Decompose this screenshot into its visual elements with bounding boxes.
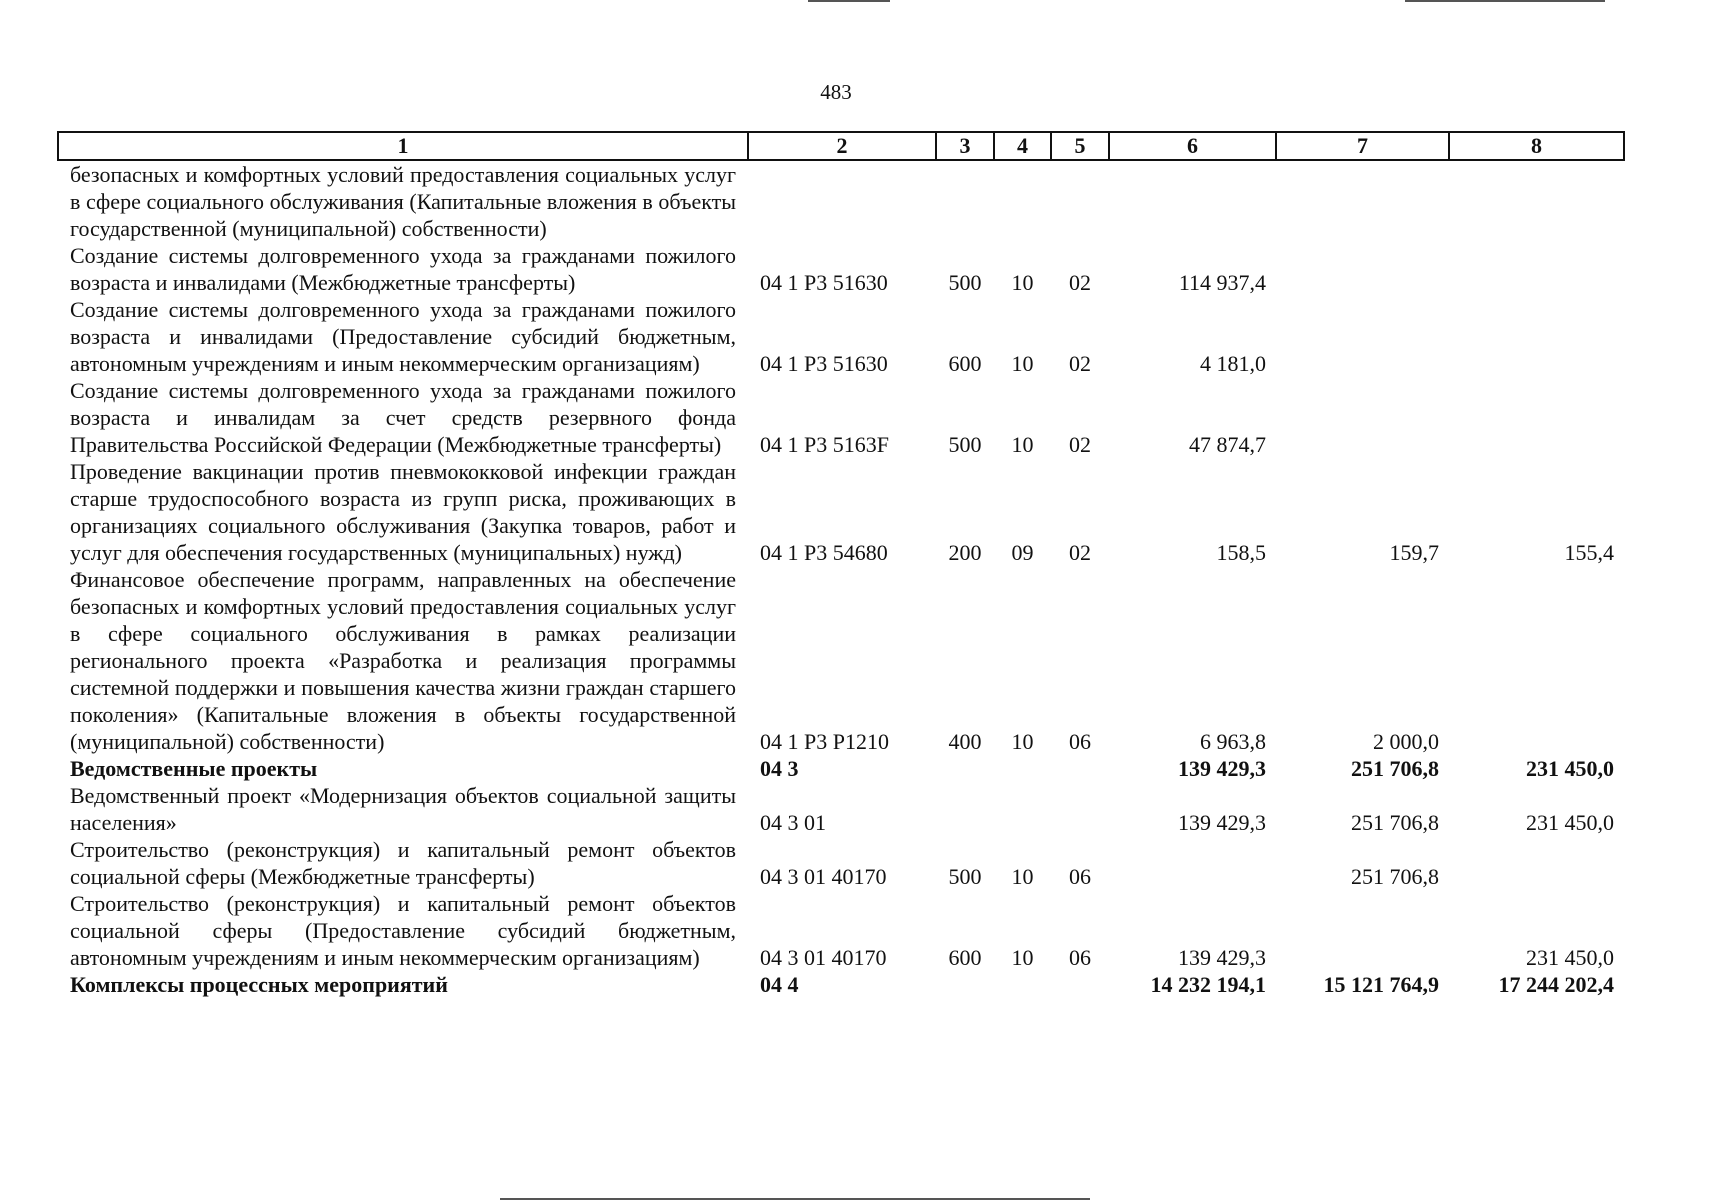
- row-description: Ведомственный проект «Модернизация объектов социальной защиты населения»: [70, 783, 736, 835]
- table-row: [58, 242, 1624, 296]
- row-amount-7: 159,7: [1389, 540, 1439, 565]
- budget-table: [57, 131, 1625, 998]
- scan-artifact-top-left: [808, 0, 890, 2]
- row-target-code: 04 3 01: [760, 810, 826, 835]
- row-amount-7: 251 706,8: [1351, 864, 1439, 889]
- header-col-2: 2: [748, 132, 936, 160]
- row-target-code: 04 1 Р3 Р1210: [760, 729, 889, 754]
- row-amount-7: 251 706,8: [1351, 756, 1439, 781]
- row-subsection: 02: [1069, 540, 1091, 565]
- table-row: [58, 296, 1624, 377]
- row-amount-6: 114 937,4: [1178, 270, 1266, 295]
- row-expense-type: 400: [948, 729, 982, 754]
- row-subsection: 02: [1069, 432, 1091, 457]
- row-description: Финансовое обеспечение программ, направленных на обеспечение безопасных и комфортных условий предоставления социальных услуг в сфере социального обслуживания в рамках реализации регионального проекта «Разработка и реализация программы системной поддержки и повышения качества жизни граждан старшего поколения» (Капитальные вложения в объекты государственной (муниципальной) собственности): [70, 567, 736, 754]
- row-amount-7: [1276, 242, 1449, 296]
- row-section: 10: [1011, 270, 1034, 295]
- row-description: Ведомственные проекты: [70, 756, 318, 781]
- row-amount-7: [1276, 296, 1449, 377]
- row-section: [994, 971, 1051, 998]
- row-amount-6: 139 429,3: [1178, 945, 1266, 970]
- row-amount-7: 251 706,8: [1351, 810, 1439, 835]
- row-section: 10: [1011, 351, 1034, 376]
- row-subsection: [1051, 755, 1109, 782]
- row-expense-type: [936, 755, 994, 782]
- row-target-code: [748, 160, 936, 242]
- row-amount-6: [1109, 160, 1276, 242]
- table-row: [58, 782, 1624, 836]
- row-section: [994, 782, 1051, 836]
- row-expense-type: [936, 782, 994, 836]
- row-description: Строительство (реконструкция) и капитальный ремонт объектов социальной сферы (Предоставление субсидий бюджетным, автономным учреждениям и иным некоммерческим организациям): [70, 891, 736, 970]
- row-subsection: 02: [1069, 351, 1091, 376]
- row-expense-type: [936, 160, 994, 242]
- row-amount-8: 231 450,0: [1526, 810, 1614, 835]
- row-expense-type: [936, 971, 994, 998]
- row-description: Комплексы процессных мероприятий: [70, 972, 448, 997]
- page-number: 483: [820, 80, 852, 104]
- row-subsection: [1051, 782, 1109, 836]
- row-description: Проведение вакцинации против пневмококковой инфекции граждан старше трудоспособного возраста из групп риска, проживающих в организациях социального обслуживания (Закупка товаров, работ и услуг для обеспечения государственных (муниципальных) нужд): [70, 459, 736, 565]
- row-section: 09: [1011, 540, 1034, 565]
- table-row: [58, 458, 1624, 566]
- row-subsection: 02: [1069, 270, 1091, 295]
- scan-artifact-top-right: [1405, 0, 1605, 2]
- column-number-header: [58, 132, 1624, 160]
- row-amount-6: [1109, 836, 1276, 890]
- row-amount-7: [1276, 377, 1449, 458]
- row-amount-8: 231 450,0: [1526, 756, 1614, 781]
- table-row: [58, 160, 1624, 242]
- table-row: [58, 377, 1624, 458]
- table-row-subtotal: [58, 971, 1624, 998]
- row-target-code: 04 1 Р3 54680: [760, 540, 888, 565]
- row-amount-7: 2 000,0: [1373, 729, 1439, 754]
- table-row: [58, 890, 1624, 971]
- header-col-6: 6: [1109, 132, 1276, 160]
- row-section: 10: [1011, 432, 1034, 457]
- row-description: Создание системы долговременного ухода за гражданами пожилого возраста и инвалидам за счет средств резервного фонда Правительства Российской Федерации (Межбюджетные трансферты): [70, 378, 736, 457]
- row-subsection: 06: [1069, 945, 1091, 970]
- row-target-code: 04 1 Р3 51630: [760, 270, 888, 295]
- row-target-code: 04 3 01 40170: [760, 864, 887, 889]
- header-col-4: 4: [994, 132, 1051, 160]
- header-col-1: 1: [58, 132, 748, 160]
- row-amount-7: [1276, 890, 1449, 971]
- row-subsection: [1051, 160, 1109, 242]
- row-amount-6: 158,5: [1216, 540, 1266, 565]
- row-target-code: 04 3 01 40170: [760, 945, 887, 970]
- row-section: [994, 160, 1051, 242]
- row-target-code: 04 3: [760, 756, 799, 781]
- row-amount-6: 139 429,3: [1178, 810, 1266, 835]
- row-amount-8: [1449, 296, 1624, 377]
- table-row-subtotal: [58, 755, 1624, 782]
- row-description: Создание системы долговременного ухода за гражданами пожилого возраста и инвалидами (Предоставление субсидий бюджетным, автономным учреждениям и иным некоммерческим организациям): [70, 297, 736, 376]
- row-amount-6: 4 181,0: [1200, 351, 1266, 376]
- row-target-code: 04 1 Р3 51630: [760, 351, 888, 376]
- row-expense-type: 500: [948, 432, 982, 457]
- row-amount-7: 15 121 764,9: [1323, 972, 1439, 997]
- row-description: Создание системы долговременного ухода за гражданами пожилого возраста и инвалидами (Межбюджетные трансферты): [70, 243, 736, 295]
- row-section: [994, 755, 1051, 782]
- row-description: Строительство (реконструкция) и капитальный ремонт объектов социальной сферы (Межбюджетные трансферты): [70, 837, 736, 889]
- row-subsection: 06: [1069, 729, 1091, 754]
- row-expense-type: 500: [948, 864, 982, 889]
- header-col-5: 5: [1051, 132, 1109, 160]
- row-amount-8: 155,4: [1564, 540, 1614, 565]
- row-target-code: 04 4: [760, 972, 799, 997]
- row-expense-type: 600: [948, 351, 982, 376]
- table-row: [58, 566, 1624, 755]
- row-amount-8: [1449, 242, 1624, 296]
- row-subsection: [1051, 971, 1109, 998]
- table-row: [58, 836, 1624, 890]
- row-amount-8: [1449, 836, 1624, 890]
- row-amount-7: [1276, 160, 1449, 242]
- row-amount-8: [1449, 566, 1624, 755]
- row-amount-6: 14 232 194,1: [1150, 972, 1266, 997]
- row-target-code: 04 1 Р3 5163F: [760, 432, 889, 457]
- row-expense-type: 500: [948, 270, 982, 295]
- row-expense-type: 200: [948, 540, 982, 565]
- header-col-3: 3: [936, 132, 994, 160]
- row-amount-6: 139 429,3: [1178, 756, 1266, 781]
- row-amount-8: [1449, 377, 1624, 458]
- row-description: безопасных и комфортных условий предоставления социальных услуг в сфере социального обслуживания (Капитальные вложения в объекты государственной (муниципальной) собственности): [70, 162, 736, 241]
- row-section: 10: [1011, 945, 1034, 970]
- header-col-8: 8: [1449, 132, 1624, 160]
- row-expense-type: 600: [948, 945, 982, 970]
- row-subsection: 06: [1069, 864, 1091, 889]
- row-section: 10: [1011, 729, 1034, 754]
- row-amount-6: 6 963,8: [1200, 729, 1266, 754]
- header-col-7: 7: [1276, 132, 1449, 160]
- row-amount-8: 17 244 202,4: [1498, 972, 1614, 997]
- row-amount-6: 47 874,7: [1189, 432, 1266, 457]
- row-amount-8: 231 450,0: [1526, 945, 1614, 970]
- row-section: 10: [1011, 864, 1034, 889]
- row-amount-8: [1449, 160, 1624, 242]
